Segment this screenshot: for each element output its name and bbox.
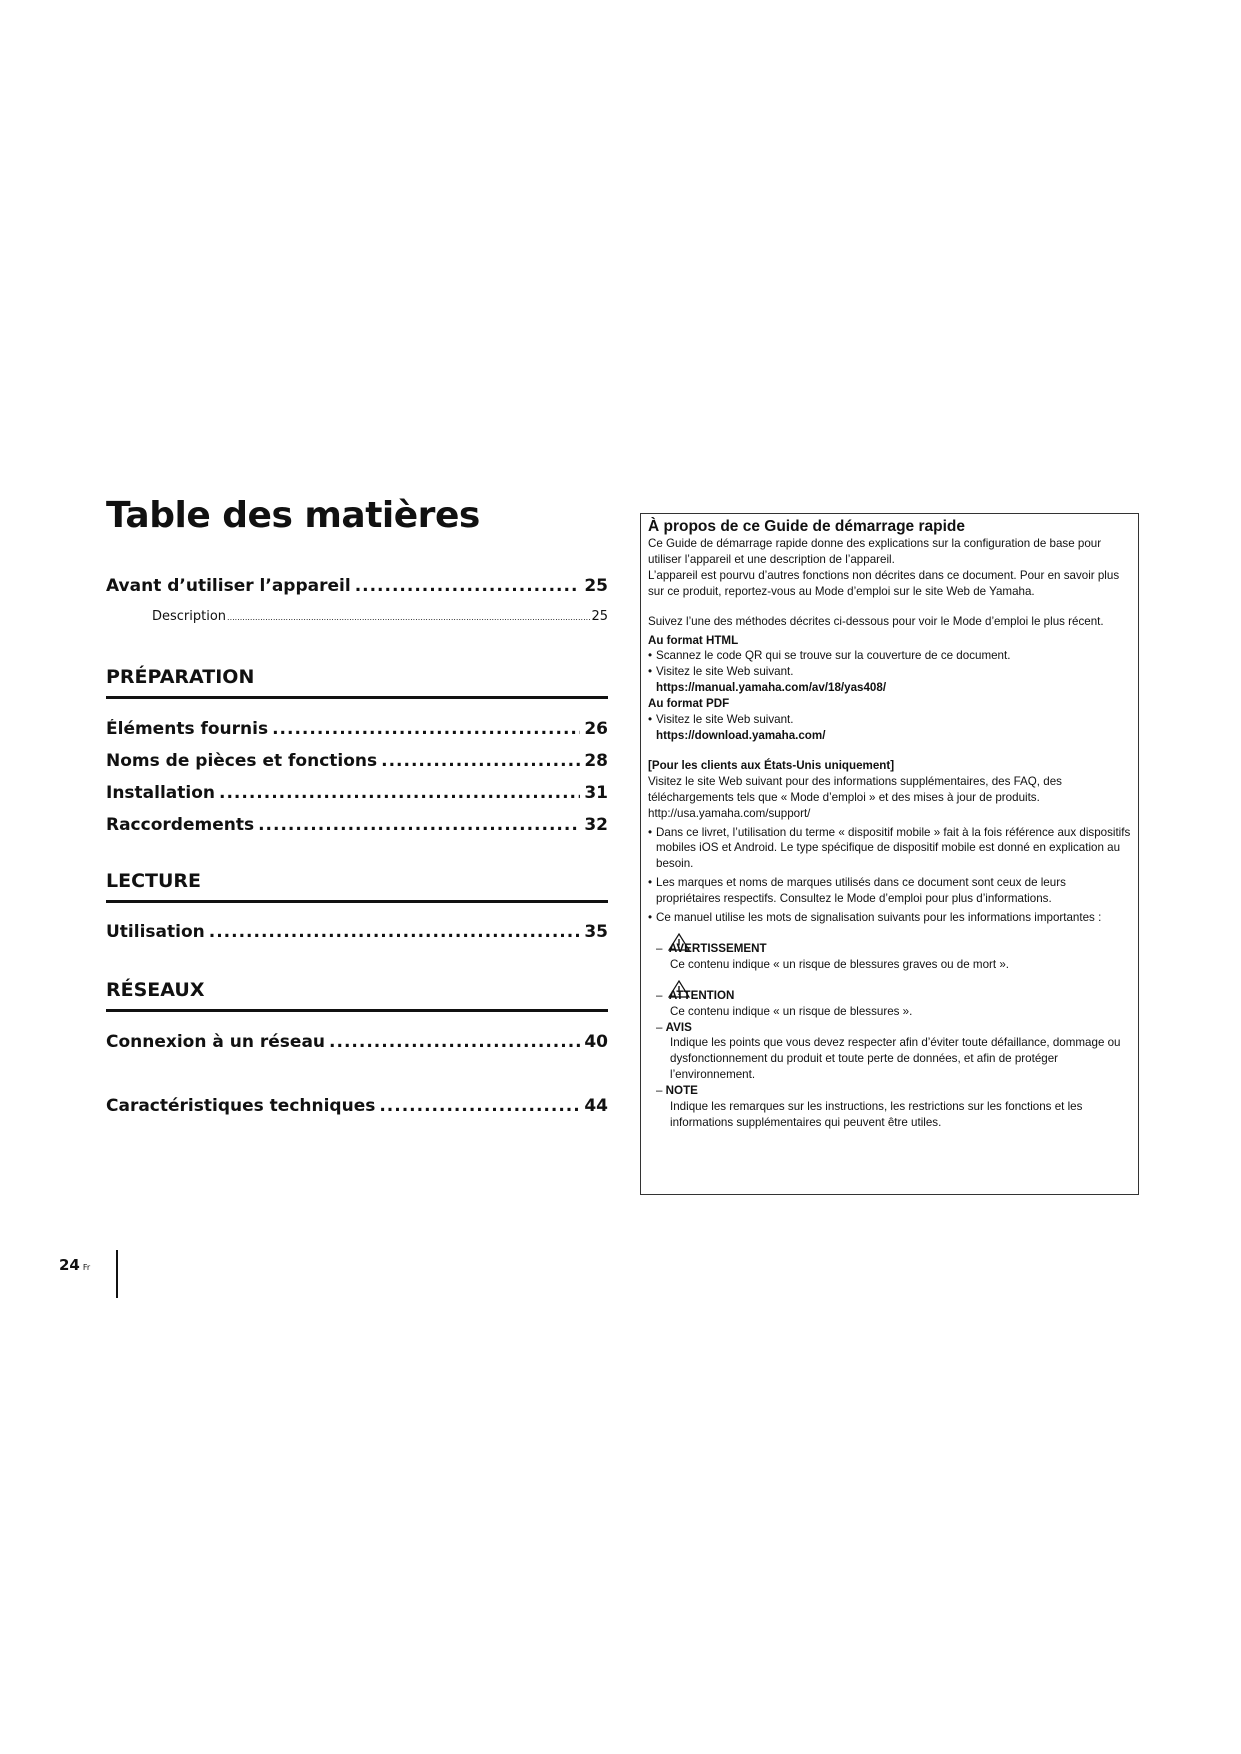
leader-dots: [379, 1096, 580, 1116]
toc-entry-page: 28: [584, 751, 608, 771]
toc-entry-label: Raccordements: [106, 815, 255, 835]
pdf-download-link[interactable]: https://download.yamaha.com/: [656, 728, 826, 742]
signal-description: Ce contenu indique « un risque de blessures graves ou de mort ».: [670, 957, 1010, 971]
signal-label: ATTENTION: [668, 988, 735, 1002]
footer-divider: [116, 1250, 118, 1298]
methods-intro: Suivez l’une des méthodes décrites ci-dessous pour voir le Mode d’emploi le plus récent.: [648, 614, 1104, 628]
signal-note: – NOTE: [656, 1084, 698, 1098]
toc-entry-page: 32: [584, 815, 608, 835]
toc-entry-utilisation[interactable]: [106, 922, 608, 942]
section-heading-preparation: PRÉPARATION: [106, 666, 608, 699]
us-clients-heading: [Pour les clients aux États-Unis uniquement]: [648, 758, 895, 772]
toc-entry-raccordements[interactable]: [106, 815, 608, 835]
section-heading-reseaux: RÉSEAUX: [106, 979, 608, 1012]
toc-title: Table des matières: [106, 495, 480, 536]
leader-dots: [258, 815, 580, 835]
us-support-link[interactable]: http://usa.yamaha.com/support/: [648, 806, 811, 820]
toc-subentry-description[interactable]: [152, 609, 608, 626]
leader-dots: [355, 576, 581, 596]
toc-entry-page: 35: [584, 922, 608, 942]
signal-avis: – AVIS: [656, 1020, 692, 1034]
about-guide-box: [640, 513, 1139, 1195]
about-intro-2: L’appareil est pourvu d’autres fonctions non décrites dans ce document. Pour en savoir plus sur ce produit, reportez-vous au Mode d’emploi sur le site Web de Yamaha.: [648, 568, 1120, 598]
section-heading-lecture: LECTURE: [106, 870, 608, 903]
toc-entry-noms-de-pieces[interactable]: [106, 751, 608, 771]
signal-avertissement: – AVERTISSEMENT: [648, 937, 1131, 957]
toc-entry-label: Installation: [106, 783, 216, 803]
html-format-heading: Au format HTML: [648, 633, 739, 647]
page-number: [59, 1257, 90, 1276]
note-signal-words: • Ce manuel utilise les mots de signalisation suivants pour les informations importantes :: [648, 910, 1131, 926]
html-bullet-qr: • Scannez le code QR qui se trouve sur la couverture de ce document.: [648, 648, 1131, 664]
about-intro-1: Ce Guide de démarrage rapide donne des explications sur la configuration de base pour utiliser l’appareil et une description de l’appareil.: [648, 537, 1102, 566]
toc-entry-avant-utiliser[interactable]: [106, 576, 608, 596]
signal-description: Ce contenu indique « un risque de blessures ».: [670, 1004, 913, 1018]
toc-entry-label: Avant d’utiliser l’appareil: [106, 576, 351, 596]
page-language: Fr: [82, 1263, 91, 1272]
toc-entry-page: 40: [584, 1032, 608, 1052]
page-number-value: 24: [59, 1256, 80, 1274]
signal-attention: – ATTENTION: [648, 984, 1131, 1004]
toc-subentry-page: 25: [591, 609, 608, 624]
toc-entry-label: Noms de pièces et fonctions: [106, 751, 378, 771]
signal-label: AVIS: [665, 1020, 692, 1034]
signal-description: Indique les points que vous devez respecter afin d’éviter toute défaillance, dommage ou dysfonctionnement du produit et toute perte de données, et afin de protéger l’environnement.: [670, 1036, 1121, 1082]
note-mobile-device: • Dans ce livret, l’utilisation du terme « dispositif mobile » fait à la fois référence aux dispositifs mobiles iOS et Android. Le type spécifique de dispositif mobile est donné en explication au besoin.: [648, 825, 1131, 873]
toc-entry-label: Éléments fournis: [106, 719, 269, 739]
toc-entry-page: 26: [584, 719, 608, 739]
signal-description: Indique les remarques sur les instructions, les restrictions sur les fonctions et les informations supplémentaires qui peuvent être utiles.: [670, 1100, 1083, 1129]
signal-label: AVERTISSEMENT: [668, 941, 767, 955]
toc-entry-page: 25: [584, 576, 608, 596]
leader-dots: [381, 751, 580, 771]
leader-dots: [209, 922, 581, 942]
toc-entry-caracteristiques[interactable]: [106, 1096, 608, 1116]
toc-subentry-label: Description: [152, 609, 227, 624]
leader-dots: [219, 783, 580, 803]
html-manual-link[interactable]: https://manual.yamaha.com/av/18/yas408/: [656, 681, 887, 695]
leader-dots: [272, 719, 580, 739]
toc-entry-page: 31: [584, 783, 608, 803]
pdf-bullet-website: • Visitez le site Web suivant.: [648, 712, 1131, 728]
pdf-format-heading: Au format PDF: [648, 697, 730, 711]
note-trademarks: • Les marques et noms de marques utilisés dans ce document sont ceux de leurs propriétaires respectifs. Consultez le Mode d’emploi pour plus d’informations.: [648, 875, 1131, 907]
signal-label: NOTE: [665, 1084, 698, 1098]
toc-entry-label: Connexion à un réseau: [106, 1032, 326, 1052]
us-clients-text: Visitez le site Web suivant pour des informations supplémentaires, des FAQ, des téléchargements tels que « Mode d’emploi » et des mises à jour de produits.: [648, 774, 1062, 804]
toc-entry-elements-fournis[interactable]: [106, 719, 608, 739]
about-title: À propos de ce Guide de démarrage rapide: [648, 518, 965, 535]
toc-entry-installation[interactable]: [106, 783, 608, 803]
toc-entry-label: Caractéristiques techniques: [106, 1096, 376, 1116]
html-bullet-website: • Visitez le site Web suivant.: [648, 664, 1131, 680]
toc-entry-label: Utilisation: [106, 922, 205, 942]
toc-entry-connexion-reseau[interactable]: [106, 1032, 608, 1052]
leader-dots: [329, 1032, 580, 1052]
toc-entry-page: 44: [584, 1096, 608, 1116]
leader-dots: [227, 610, 590, 626]
